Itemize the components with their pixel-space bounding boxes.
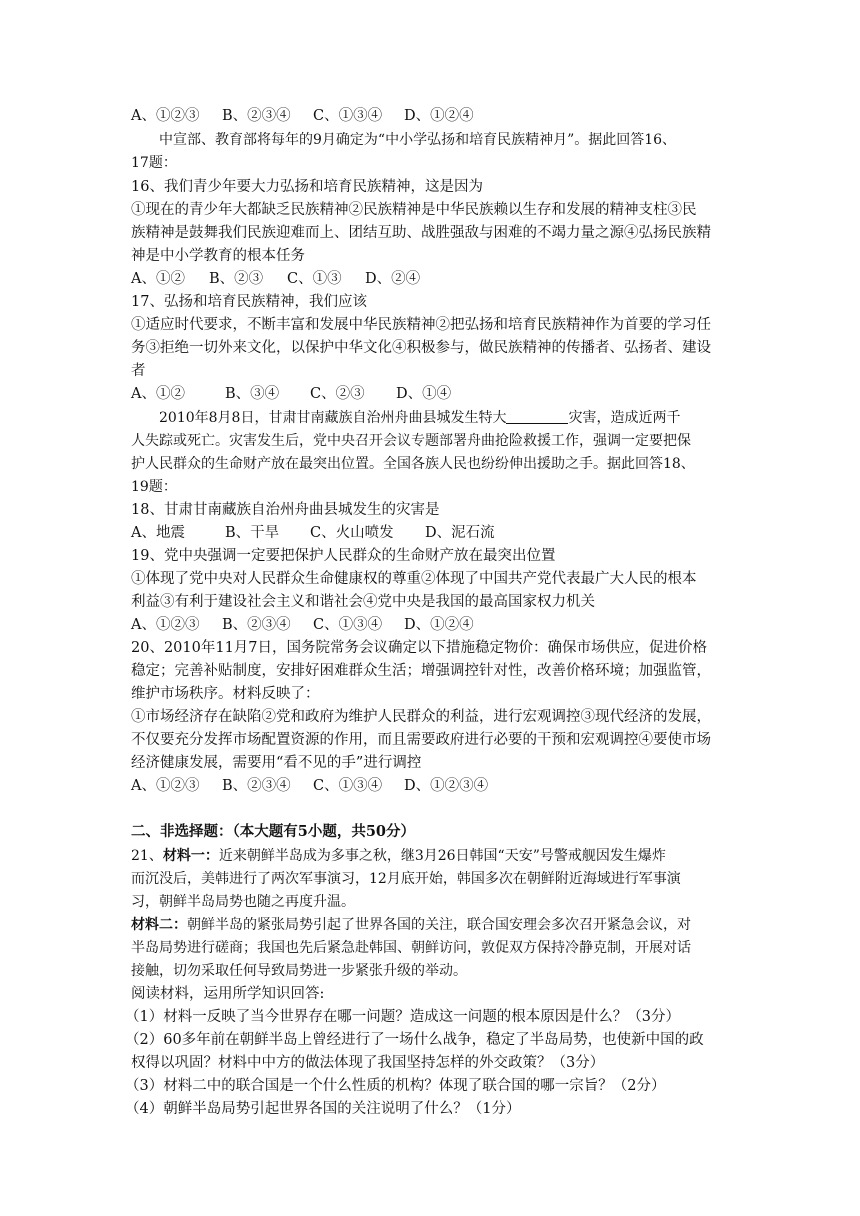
intro-16-line-1: 中宣部、教育部将每年的9月确定为“中小学弘扬和培育民族精神月”。据此回答16、	[159, 132, 677, 148]
q20-options	[131, 775, 731, 797]
q20-line-1: 20、2010年11月7日，国务院常务会议确定以下措施稳定物价：确保市场供应，促进价格	[131, 640, 708, 656]
q17-choice-line-1: ①适应时代要求，不断丰富和发展中华民族精神②把弘扬和培育民族精神作为首要的学习任	[131, 317, 711, 333]
q21-material-2-line-3: 接触，切勿采取任何导致局势进一步紧张升级的举动。	[131, 963, 467, 979]
q16-option-c: C、①③	[287, 271, 342, 287]
q19-choice-line-2: 利益③有利于建设社会主义和谐社会④党中央是我国的最高国家权力机关	[131, 594, 595, 610]
q18-option-c: C、火山喷发	[310, 525, 394, 541]
q21-material-1-label: 材料一：	[162, 848, 219, 864]
q17-options	[131, 383, 731, 405]
q15-option-c: C、①③④	[313, 108, 383, 124]
q16-options	[131, 268, 731, 290]
q20-line-3: 维护市场秩序。材料反映了：	[131, 686, 320, 702]
q20-line-4: ①市场经济存在缺陷②党和政府为维护人民群众的利益，进行宏观调控③现代经济的发展，	[131, 709, 711, 725]
q18-option-a: A、地震	[131, 525, 185, 541]
q21-question-4: （4）朝鲜半岛局势引起世界各国的关注说明了什么？（1分）	[125, 1101, 521, 1117]
intro-18-line-4: 19题：	[131, 479, 177, 495]
q18-option-d: D、泥石流	[425, 525, 495, 541]
q21-question-2-line-2: 权得以巩固？材料中中方的做法体现了我国坚持怎样的外交政策？（3分）	[131, 1055, 605, 1071]
q16-option-a: A、①②	[131, 271, 185, 287]
q17-choice-line-3: 者	[131, 363, 146, 379]
q16-stem: 16、我们青少年要大力弘扬和培育民族精神，这是因为	[131, 179, 483, 195]
q16-option-b: B、②③	[209, 271, 264, 287]
q19-option-d: D、①②④	[404, 617, 474, 633]
q21-material-1-line-1	[131, 845, 731, 867]
q20-line-2: 稳定；完善补贴制度，安排好困难群众生活；增强调控针对性，改善价格环境；加强监管，	[131, 663, 711, 679]
q20-line-5: 不仅要充分发挥市场配置资源的作用，而且需要政府进行必要的干预和宏观调控④要使市场	[131, 732, 711, 748]
q21-material-1-line-2: 而沉没后，美韩进行了两次军事演习，12月底开始，韩国多次在朝鲜附近海域进行军事演	[131, 871, 681, 887]
q20-line-6: 经济健康发展，需要用“看不见的手”进行调控	[131, 755, 422, 771]
q17-option-c: C、②③	[310, 386, 365, 402]
q19-stem: 19、党中央强调一定要把保护人民群众的生命财产放在最突出位置	[131, 548, 556, 564]
fill-in-blank	[506, 409, 568, 424]
q21-question-1: （1）材料一反映了当今世界存在哪一问题？造成这一问题的根本原因是什么？（3分）	[125, 1009, 680, 1025]
q21-prompt: 阅读材料，运用所学知识回答:	[131, 986, 325, 1002]
q15-option-a: A、①②③	[131, 108, 200, 124]
q16-choice-line-1: ①现在的青少年大都缺乏民族精神②民族精神是中华民族赖以生存和发展的精神支柱③民	[131, 202, 697, 218]
q21-question-3: （3）材料二中的联合国是一个什么性质的机构？体现了联合国的哪一宗旨？（2分）	[125, 1078, 666, 1094]
q15-option-b: B、②③④	[222, 108, 291, 124]
q21-question-2-line-1: （2）60多年前在朝鲜半岛上曾经进行了一场什么战争，稳定了半岛局势，也使新中国的政	[125, 1032, 704, 1048]
q21-material-2-line-2: 半岛局势进行磋商；我国也先后紧急赴韩国、朝鲜访问，敦促双方保持冷静克制，开展对话	[131, 940, 691, 956]
section-2-title: 二、非选择题：（本大题有5小题，共50分）	[131, 823, 416, 840]
intro-18-line-1b: 灾害，造成近两千	[568, 410, 681, 426]
q17-option-d: D、①④	[396, 386, 452, 402]
q20-option-d: D、①②③④	[404, 778, 489, 794]
q20-option-a: A、①②③	[131, 778, 200, 794]
q15-options	[131, 105, 731, 127]
q21-material-1-text: 近来朝鲜半岛成为多事之秋，继3月26日韩国“天安”号警戒舰因发生爆炸	[218, 848, 666, 864]
q19-option-c: C、①③④	[313, 617, 383, 633]
q17-option-a: A、①②	[131, 386, 185, 402]
q18-stem: 18、甘肃甘南藏族自治州舟曲县城发生的灾害是	[131, 502, 440, 518]
q20-option-b: B、②③④	[222, 778, 291, 794]
intro-16-line-2: 17题：	[131, 155, 177, 171]
q19-option-b: B、②③④	[222, 617, 291, 633]
q15-option-d: D、①②④	[404, 108, 474, 124]
q16-option-d: D、②④	[365, 271, 421, 287]
q16-choice-line-3: 神是中小学教育的根本任务	[131, 248, 305, 264]
q17-choice-line-2: 务③拒绝一切外来文化，以保护中华文化④积极参与，做民族精神的传播者、弘扬者、建设	[131, 340, 711, 356]
q18-option-b: B、干旱	[225, 525, 280, 541]
q17-stem: 17、弘扬和培育民族精神，我们应该	[131, 294, 367, 310]
intro-18-line-1a: 2010年8月8日，甘肃甘南藏族自治州舟曲县城发生特大	[159, 410, 507, 426]
intro-18-line-3: 护人民群众的生命财产放在最突出位置。全国各族人民也纷纷伸出援助之手。据此回答18、	[131, 456, 695, 472]
q16-choice-line-2: 族精神是鼓舞我们民族迎难而上、团结互助、战胜强敌与困难的不竭力量之源④弘扬民族精	[131, 225, 711, 241]
q19-option-a: A、①②③	[131, 617, 200, 633]
q21-material-2-label: 材料二：	[131, 917, 187, 933]
q21-material-2-line-1	[131, 914, 731, 936]
q21-material-2-text: 朝鲜半岛的紧张局势引起了世界各国的关注，联合国安理会多次召开紧急会议，对	[187, 917, 691, 933]
q21-material-1-line-3: 习，朝鲜半岛局势也随之再度升温。	[131, 894, 355, 910]
q17-option-b: B、③④	[225, 386, 280, 402]
q19-options	[131, 614, 731, 636]
q19-choice-line-1: ①体现了党中央对人民群众生命健康权的尊重②体现了中国共产党代表最广大人民的根本	[131, 571, 697, 587]
intro-18-line-1	[159, 407, 759, 429]
intro-18-line-2: 人失踪或死亡。灾害发生后，党中央召开会议专题部署舟曲抢险救援工作，强调一定要把保	[131, 433, 691, 449]
q20-option-c: C、①③④	[313, 778, 383, 794]
q18-options	[131, 522, 731, 544]
q21-number: 21、	[131, 848, 163, 864]
